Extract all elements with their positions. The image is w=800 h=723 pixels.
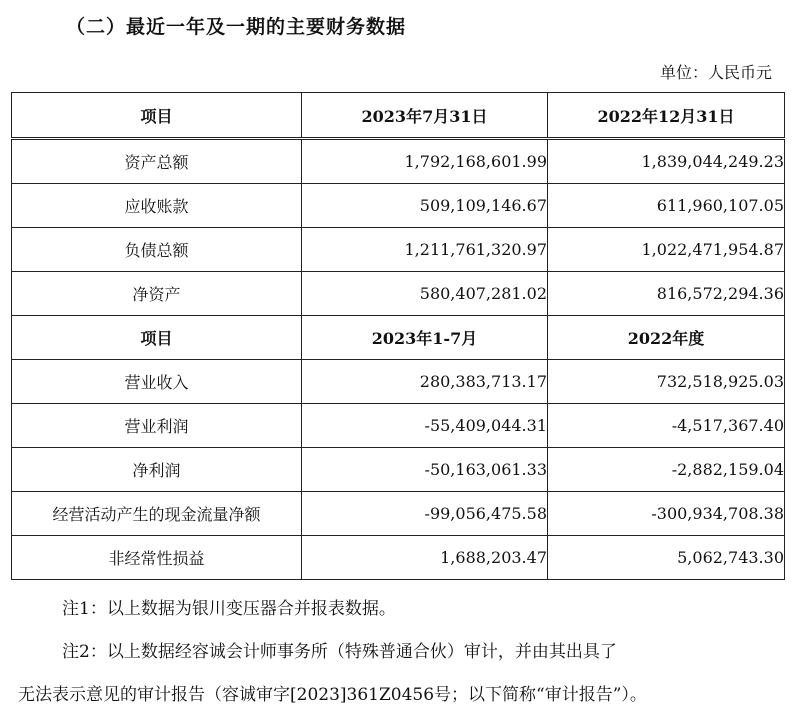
note-2-line-2: 无法表示意见的审计报告（容诚审字[2023]361Z0456号；以下简称“审计报告”）。	[18, 685, 647, 705]
row-label: 净资产	[12, 272, 302, 316]
row-value-2: -2,882,159.04	[548, 448, 785, 492]
financial-data-table	[11, 92, 785, 580]
table-row	[12, 404, 785, 448]
row-value-1: -55,409,044.31	[302, 404, 548, 448]
row-value-2: 732,518,925.03	[548, 360, 785, 404]
table-row	[12, 228, 785, 272]
row-label: 营业利润	[12, 404, 302, 448]
row-label: 营业收入	[12, 360, 302, 404]
row-value-1: -50,163,061.33	[302, 448, 548, 492]
row-label: 应收账款	[12, 184, 302, 228]
row-value-1: 580,407,281.02	[302, 272, 548, 316]
section-title: （二）最近一年及一期的主要财务数据	[66, 16, 407, 38]
header-period-2: 2022年12月31日	[548, 93, 785, 139]
table-row	[12, 536, 785, 580]
table-row	[12, 139, 785, 184]
row-value-1: 509,109,146.67	[302, 184, 548, 228]
row-value-2: -300,934,708.38	[548, 492, 785, 536]
table-row	[12, 448, 785, 492]
row-value-2: 611,960,107.05	[548, 184, 785, 228]
row-value-1: 1,688,203.47	[302, 536, 548, 580]
note-2-line-1: 注2：以上数据经容诚会计师事务所（特殊普通合伙）审计，并由其出具了	[62, 642, 617, 662]
table-row	[12, 360, 785, 404]
row-value-2: 816,572,294.36	[548, 272, 785, 316]
row-value-2: 1,839,044,249.23	[548, 139, 785, 184]
row-value-2: 1,022,471,954.87	[548, 228, 785, 272]
header-item: 项目	[12, 93, 302, 139]
table-row	[12, 184, 785, 228]
note-1: 注1：以上数据为银川变压器合并报表数据。	[62, 599, 396, 619]
row-label: 净利润	[12, 448, 302, 492]
row-value-1: -99,056,475.58	[302, 492, 548, 536]
row-label: 非经常性损益	[12, 536, 302, 580]
row-label: 经营活动产生的现金流量净额	[12, 492, 302, 536]
row-value-1: 1,792,168,601.99	[302, 139, 548, 184]
table-header-row	[12, 93, 785, 139]
subheader-period-1: 2023年1-7月	[302, 316, 548, 360]
row-value-1: 1,211,761,320.97	[302, 228, 548, 272]
row-value-2: -4,517,367.40	[548, 404, 785, 448]
row-label: 负债总额	[12, 228, 302, 272]
row-label: 资产总额	[12, 139, 302, 184]
row-value-1: 280,383,713.17	[302, 360, 548, 404]
subheader-item: 项目	[12, 316, 302, 360]
table-subheader-row	[12, 316, 785, 360]
unit-note: 单位：人民币元	[659, 63, 772, 82]
subheader-period-2: 2022年度	[548, 316, 785, 360]
row-value-2: 5,062,743.30	[548, 536, 785, 580]
header-period-1: 2023年7月31日	[302, 93, 548, 139]
table-row	[12, 492, 785, 536]
table-row	[12, 272, 785, 316]
